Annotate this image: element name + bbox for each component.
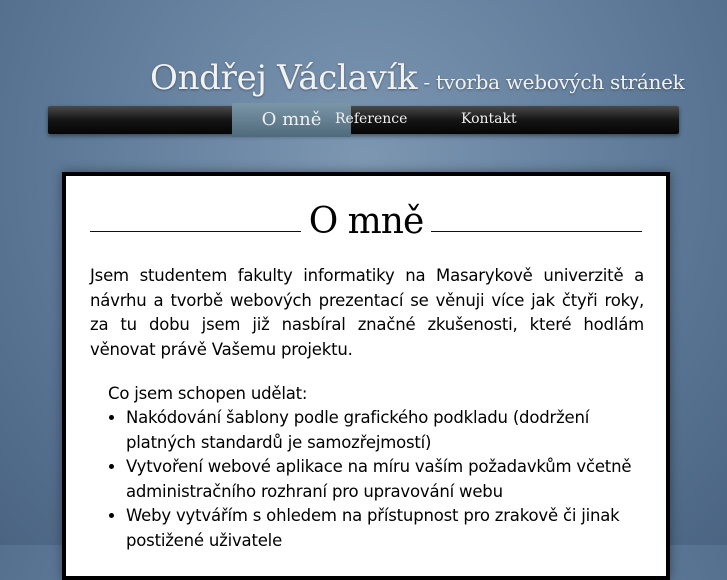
skills-list bbox=[108, 406, 656, 553]
main-navigation bbox=[48, 106, 679, 134]
site-name: Ondřej Václavík bbox=[150, 58, 418, 98]
intro-paragraph: Jsem studentem fakulty informatiky na Masarykově univerzitě a návrhu a tvorbě webových prezentací se věnuji více jak čtyři roky, za tu dobu jsem již nasbíral značné zkušenosti, které hodlám věnovat právě Vašemu projektu. bbox=[90, 266, 644, 359]
page-title: O mně bbox=[308, 200, 424, 242]
nav-item-kontakt[interactable]: Kontakt bbox=[461, 111, 517, 127]
skills-list-item: • Weby vytvářím s ohledem na přístupnost pro zrakově či jinak postižené uživatele bbox=[126, 504, 656, 553]
site-title bbox=[150, 58, 685, 98]
nav-item-reference[interactable]: Reference bbox=[335, 111, 408, 127]
heading-rule-left bbox=[90, 231, 301, 232]
heading-rule-right bbox=[431, 231, 642, 232]
page-heading bbox=[90, 198, 642, 244]
site-tagline: - tvorba webových stránek bbox=[417, 70, 685, 94]
content-panel bbox=[62, 172, 670, 580]
skills-list-item: • Nakódování šablony podle grafického podkladu (dodržení platných standardů je samozřejmostí) bbox=[126, 406, 656, 455]
nav-item-o-mne[interactable]: O mně bbox=[232, 103, 351, 137]
skills-list-item: • Vytvoření webové aplikace na míru vaším požadavkům včetně administračního rozhraní pro upravování webu bbox=[126, 455, 656, 504]
skills-list-title: Co jsem schopen udělat: bbox=[108, 384, 308, 403]
